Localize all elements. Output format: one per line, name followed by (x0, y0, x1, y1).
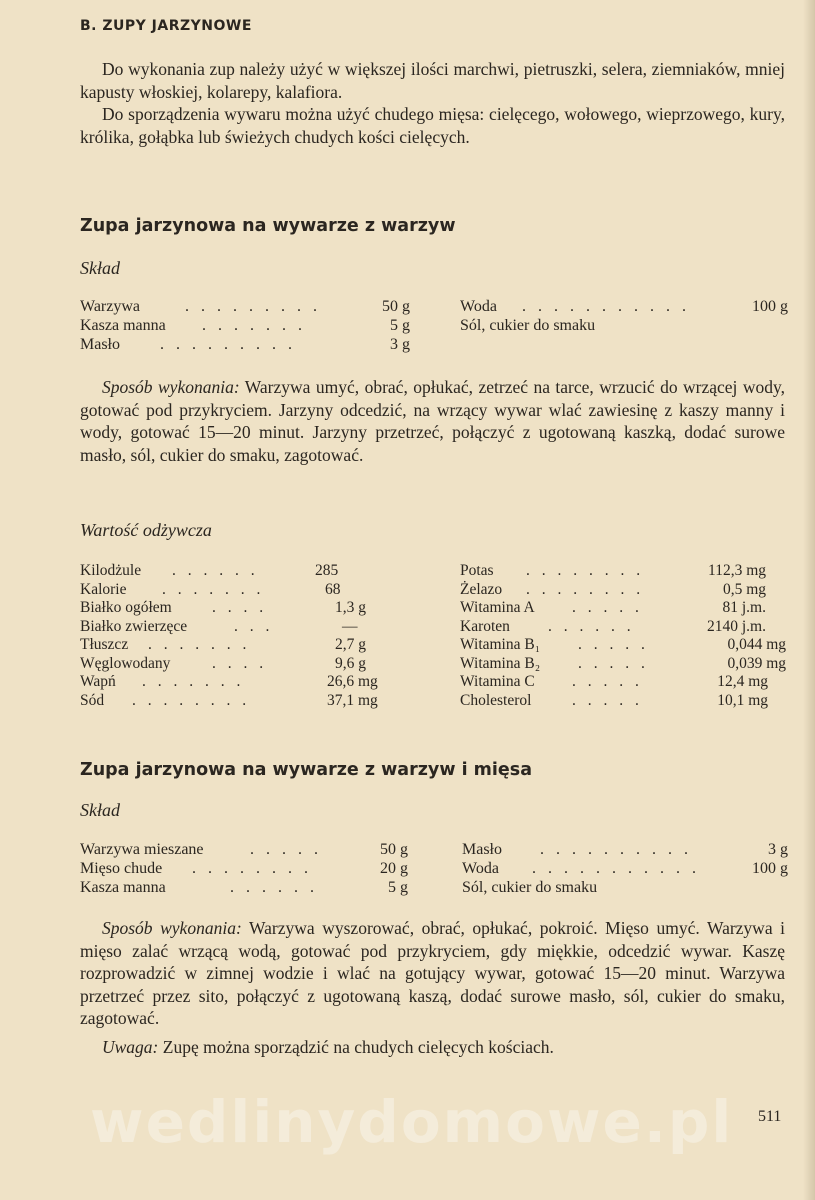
nutrition-row: Sód . . . . . . . . 37,1 mg (80, 691, 378, 709)
ingredient-row: Masło . . . . . . . . . . 3 g (462, 841, 788, 858)
nutrition-row: Karoten . . . . . . 2140 j.m. (460, 617, 766, 635)
nutrition-row: Witamina B₂ . . . . . 0,039 mg (460, 654, 786, 672)
recipe2-ingredients-right (462, 841, 788, 901)
nutrition-row: Białko zwierzęce . . . — (80, 617, 358, 635)
recipe2-note-label: Uwaga: (102, 1036, 159, 1057)
ingredient-row: Sól, cukier do smaku (462, 879, 598, 896)
section-heading: B. ZUPY JARZYNOWE (80, 18, 252, 34)
nutrition-row: Kalorie . . . . . . . 68 (80, 580, 341, 598)
nutrition-row: Żelazo . . . . . . . . 0,5 mg (460, 580, 766, 598)
ingredient-row: Mięso chude . . . . . . . . 20 g (80, 860, 408, 877)
nutrition-row: Kilodżule . . . . . . 285 (80, 562, 339, 579)
nutrition-row: Cholesterol . . . . . 10,1 mg (460, 691, 768, 709)
recipe1-method-text: Warzywa umyć, obrać, opłukać, zetrzeć na tarce, wrzucić do wrzącej wody, gotować pod przykryciem. Jarzyny odcedzić, na wrzący wywar wlać zawiesinę z kaszy manny i wody, gotować 15—20 minut. Jarzyny przetrzeć, połączyć z ugotowaną kaszką, dodać surowe masło, sól, cukier do smaku, zagotować. (80, 377, 785, 465)
recipe2-ingredients-left (80, 841, 408, 901)
nutrition-row: Węglowodany . . . . 9,6 g (80, 654, 366, 672)
recipe2-method (80, 917, 785, 1058)
recipe1-sklad-label: Skład (80, 258, 120, 278)
ingredient-row: Woda . . . . . . . . . . . 100 g (462, 860, 788, 877)
nutrition-row: Wapń . . . . . . . 26,6 mg (80, 673, 378, 690)
ingredient-row: Kasza manna . . . . . . . 5 g (80, 317, 410, 334)
nutrition-row: Tłuszcz . . . . . . . 2,7 g (80, 636, 366, 653)
nutrition-left (80, 562, 378, 714)
intro-block (80, 58, 785, 148)
ingredient-row: Masło . . . . . . . . . 3 g (80, 336, 410, 353)
recipe1-method (80, 376, 785, 466)
watermark: wedlinydomowe.pl (90, 1088, 734, 1156)
recipe1-ingredients-right (460, 298, 788, 338)
recipe2-method-text: Warzywa wyszorować, obrać, opłukać, pokroić. Mięso umyć. Warzywa i mięso zalać wrzącą wodą, gotować pod przykryciem, gdy miękkie, odcedzić wywar. Kaszę rozprowadzić w zimnej wodzie i wlać na gotujący wywar, gotować 15—20 minut. Warzywa przetrzeć przez sito, połączyć z ugotowaną kaszą, dodać surowe masło, sól, cukier do smaku, zagotować. (80, 918, 786, 1028)
intro-paragraph-2: Do sporządzenia wywaru można użyć chudego mięsa: cielęcego, wołowego, wieprzowego, kury, królika, gołąbka lub świeżych chudych kości cielęcych. (80, 104, 785, 147)
nutrition-row: Witamina A . . . . . 81 j.m. (460, 599, 766, 616)
recipe2-title: Zupa jarzynowa na wywarze z warzyw i mięsa (80, 760, 533, 780)
recipe1-title: Zupa jarzynowa na wywarze z warzyw (80, 216, 456, 236)
nutrition-row: Potas . . . . . . . . 112,3 mg (460, 562, 766, 579)
nutrition-row: Białko ogółem . . . . 1,3 g (80, 599, 366, 616)
nutrition-right (460, 562, 788, 714)
ingredient-row: Warzywa . . . . . . . . . 50 g (80, 298, 410, 315)
ingredient-row: Warzywa mieszane . . . . . 50 g (80, 841, 408, 858)
ingredient-row: Kasza manna . . . . . . 5 g (80, 879, 408, 896)
recipe1-nutrition-label: Wartość odżywcza (80, 520, 212, 540)
recipe1-method-label: Sposób wykonania: (102, 377, 240, 397)
recipe2-note-text: Zupę można sporządzić na chudych cielęcych kościach. (162, 1036, 554, 1057)
ingredient-row: Sól, cukier do smaku (460, 317, 596, 334)
recipe2-sklad-label: Skład (80, 800, 120, 820)
recipe1-ingredients-left (80, 298, 410, 358)
ingredient-row: Woda . . . . . . . . . . . 100 g (460, 298, 788, 315)
recipe2-method-label: Sposób wykonania: (102, 918, 242, 938)
intro-paragraph-1: Do wykonania zup należy użyć w większej ilości marchwi, pietruszki, selera, ziemniaków, mniej kapusty włoskiej, kolarepy, kalafiora. (80, 59, 785, 102)
nutrition-row: Witamina C . . . . . 12,4 mg (460, 673, 768, 690)
nutrition-row: Witamina B₁ . . . . . 0,044 mg (460, 636, 786, 653)
page-number: 511 (758, 1108, 782, 1125)
